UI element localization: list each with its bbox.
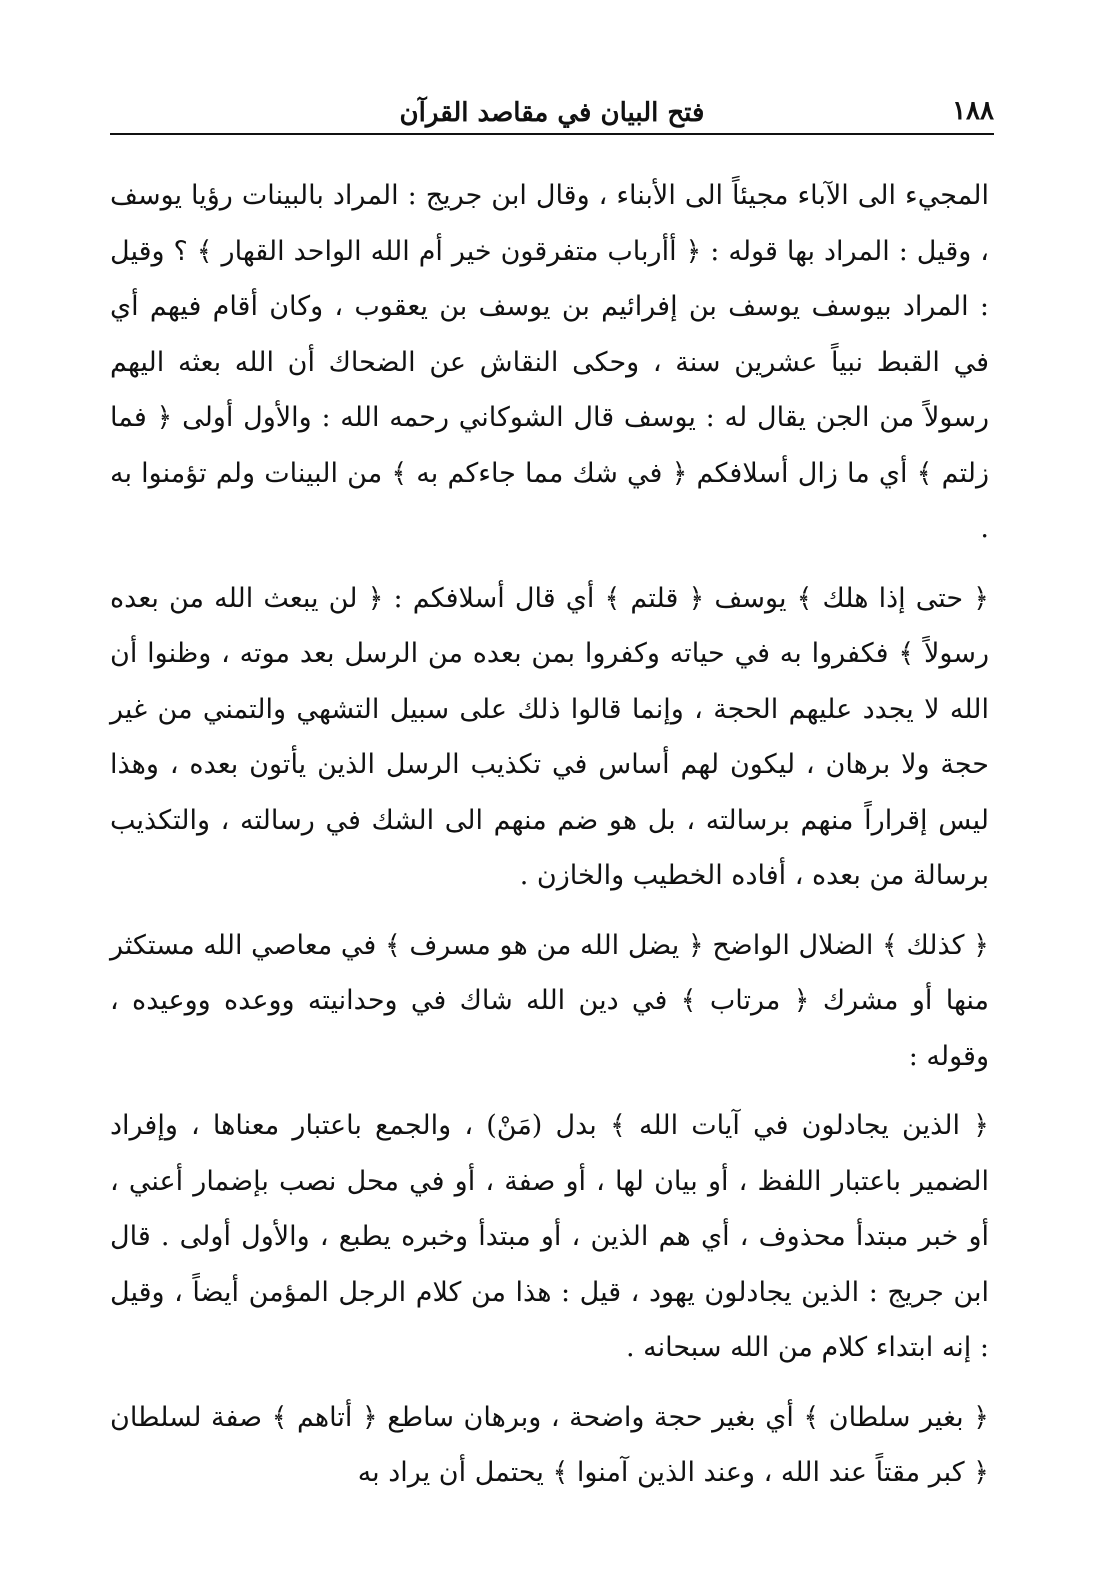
paragraph-2: ﴿ حتى إذا هلك ﴾ يوسف ﴿ قلتم ﴾ أي قال أسلافكم : ﴿ لن يبعث الله من بعده رسولاً ﴾ فكفروا به في حياته وكفروا بمن بعده من الرسل بعد موته ، وظنوا أن الله لا يجدد عليهم الحجة ، وإنما قالوا ذلك على سبيل التشهي والتمني من غير حجة ولا برهان ، ليكون لهم أساس في تكذيب الرسل الذين يأتون بعده ، وهذا ليس إقراراً منهم برسالته ، بل هو ضم منهم الى الشك في رسالته ، والتكذيب برسالة من بعده ، أفاده الخطيب والخازن . xyxy=(110,582,989,891)
body-text xyxy=(110,168,989,1501)
paragraph-1: المجيء الى الآباء مجيئاً الى الأبناء ، وقال ابن جريج : المراد بالبينات رؤيا يوسف ، وقيل : المراد بها قوله : ﴿ أأرباب متفرقون خير أم الله الواحد القهار ﴾ ؟ وقيل : المراد بيوسف يوسف بن إفرائيم بن يوسف بن يعقوب ، وكان أقام فيهم أي في القبط نبياً عشرين سنة ، وحكى النقاش عن الضحاك أن الله بعثه اليهم رسولاً من الجن يقال له : يوسف قال الشوكاني رحمه الله : والأول أولى ﴿ فما زلتم ﴾ أي ما زال أسلافكم ﴿ في شك مما جاءكم به ﴾ من البينات ولم تؤمنوا به . xyxy=(110,180,989,544)
page-header xyxy=(110,88,994,134)
header-rule xyxy=(110,133,994,135)
paragraph-4: ﴿ الذين يجادلون في آيات الله ﴾ بدل (مَنْ) ، والجمع باعتبار معناها ، وإفراد الضمير باعتبار اللفظ ، أو بيان لها ، أو صفة ، أو في محل نصب بإضمار أعني ، أو خبر مبتدأ محذوف ، أي هم الذين ، أو مبتدأ وخبره يطبع ، والأول أولى . قال ابن جريج : الذين يجادلون يهود ، قيل : هذا من كلام الرجل المؤمن أيضاً ، وقيل : إنه ابتداء كلام من الله سبحانه . xyxy=(110,1110,989,1363)
page-number: ١٨٨ xyxy=(952,96,994,126)
paragraph-3: ﴿ كذلك ﴾ الضلال الواضح ﴿ يضل الله من هو مسرف ﴾ في معاصي الله مستكثر منها أو مشرك ﴿ مرتاب ﴾ في دين الله شاك في وحدانيته ووعده ووعيده ، وقوله : xyxy=(110,929,989,1072)
paragraph-5: ﴿ بغير سلطان ﴾ أي بغير حجة واضحة ، وبرهان ساطع ﴿ أتاهم ﴾ صفة لسلطان ﴿ كبر مقتاً عند الله ، وعند الذين آمنوا ﴾ يحتمل أن يراد به xyxy=(110,1401,989,1488)
running-title: فتح البيان في مقاصد القرآن xyxy=(399,98,705,128)
